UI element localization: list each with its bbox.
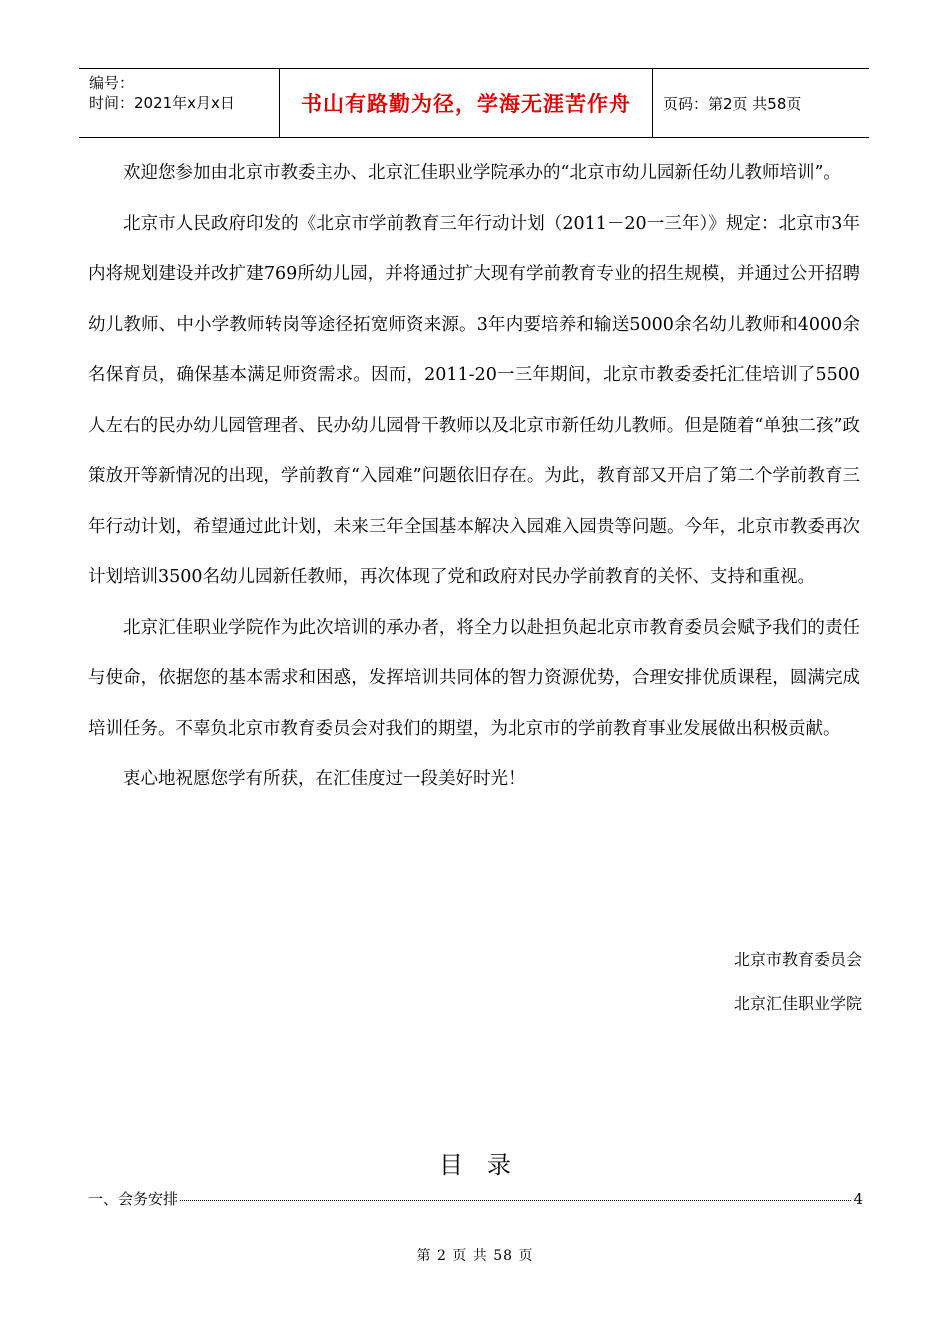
toc-entry-label: 一、会务安排 bbox=[88, 1190, 179, 1208]
signature-block bbox=[734, 938, 862, 1026]
toc-leader-dots bbox=[180, 1200, 851, 1201]
paragraph-wish: 衷心地祝愿您学有所获，在汇佳度过一段美好时光！ bbox=[123, 769, 526, 789]
paragraph-welcome: 欢迎您参加由北京市教委主办、北京汇佳职业学院承办的“北京市幼儿园新任幼儿教师培训”。 bbox=[123, 163, 841, 183]
time-label: 时间：2021年x月x日 bbox=[89, 94, 235, 112]
toc-title: 目录 bbox=[439, 1151, 535, 1179]
page-footer: 第 2 页 共 58 页 bbox=[416, 1248, 534, 1264]
header-motto: 书山有路勤为径，学海无涯苦作舟 bbox=[280, 69, 653, 137]
header-meta bbox=[79, 69, 280, 137]
letter-body bbox=[88, 148, 860, 805]
toc-entry-page: 4 bbox=[853, 1190, 863, 1208]
header-page-info: 页码：第2页 共58页 bbox=[663, 94, 802, 113]
page-header bbox=[79, 68, 869, 138]
paragraph-commitment: 北京汇佳职业学院作为此次培训的承办者，将全力以赴担负起北京市教育委员会赋予我们的责任与使命，依据您的基本需求和困惑，发挥培训共同体的智力资源优势，合理安排优质课程，圆满完成培训任务。不辜负北京市教育委员会对我们的期望，为北京市的学前教育事业发展做出积极贡献。 bbox=[88, 617, 860, 739]
paragraph-policy: 北京市人民政府印发的《北京市学前教育三年行动计划（2011－20一三年）》规定：北京市3年内将规划建设并改扩建769所幼儿园，并将通过扩大现有学前教育专业的招生规模，并通过公开招聘幼儿教师、中小学教师转岗等途径拓宽师资来源。3年内要培养和输送5000余名幼儿教师和4000余名保育员，确保基本满足师资需求。因而，2011-20一三年期间，北京市教委委托汇佳培训了5500人左右的民办幼儿园管理者、民办幼儿园骨干教师以及北京市新任幼儿教师。但是随着“单独二孩”政策放开等新情况的出现，学前教育“入园难”问题依旧存在。为此，教育部又开启了第二个学前教育三年行动计划，希望通过此计划，未来三年全国基本解决入园难入园贵等问题。今年，北京市教委再次计划培训3500名幼儿园新任教师，再次体现了党和政府对民办学前教育的关怀、支持和重视。 bbox=[88, 213, 860, 587]
toc-entry[interactable] bbox=[88, 1188, 863, 1209]
signature-commission: 北京市教育委员会 bbox=[733, 950, 862, 969]
number-label: 编号： bbox=[89, 74, 135, 92]
signature-college: 北京汇佳职业学院 bbox=[733, 994, 862, 1013]
